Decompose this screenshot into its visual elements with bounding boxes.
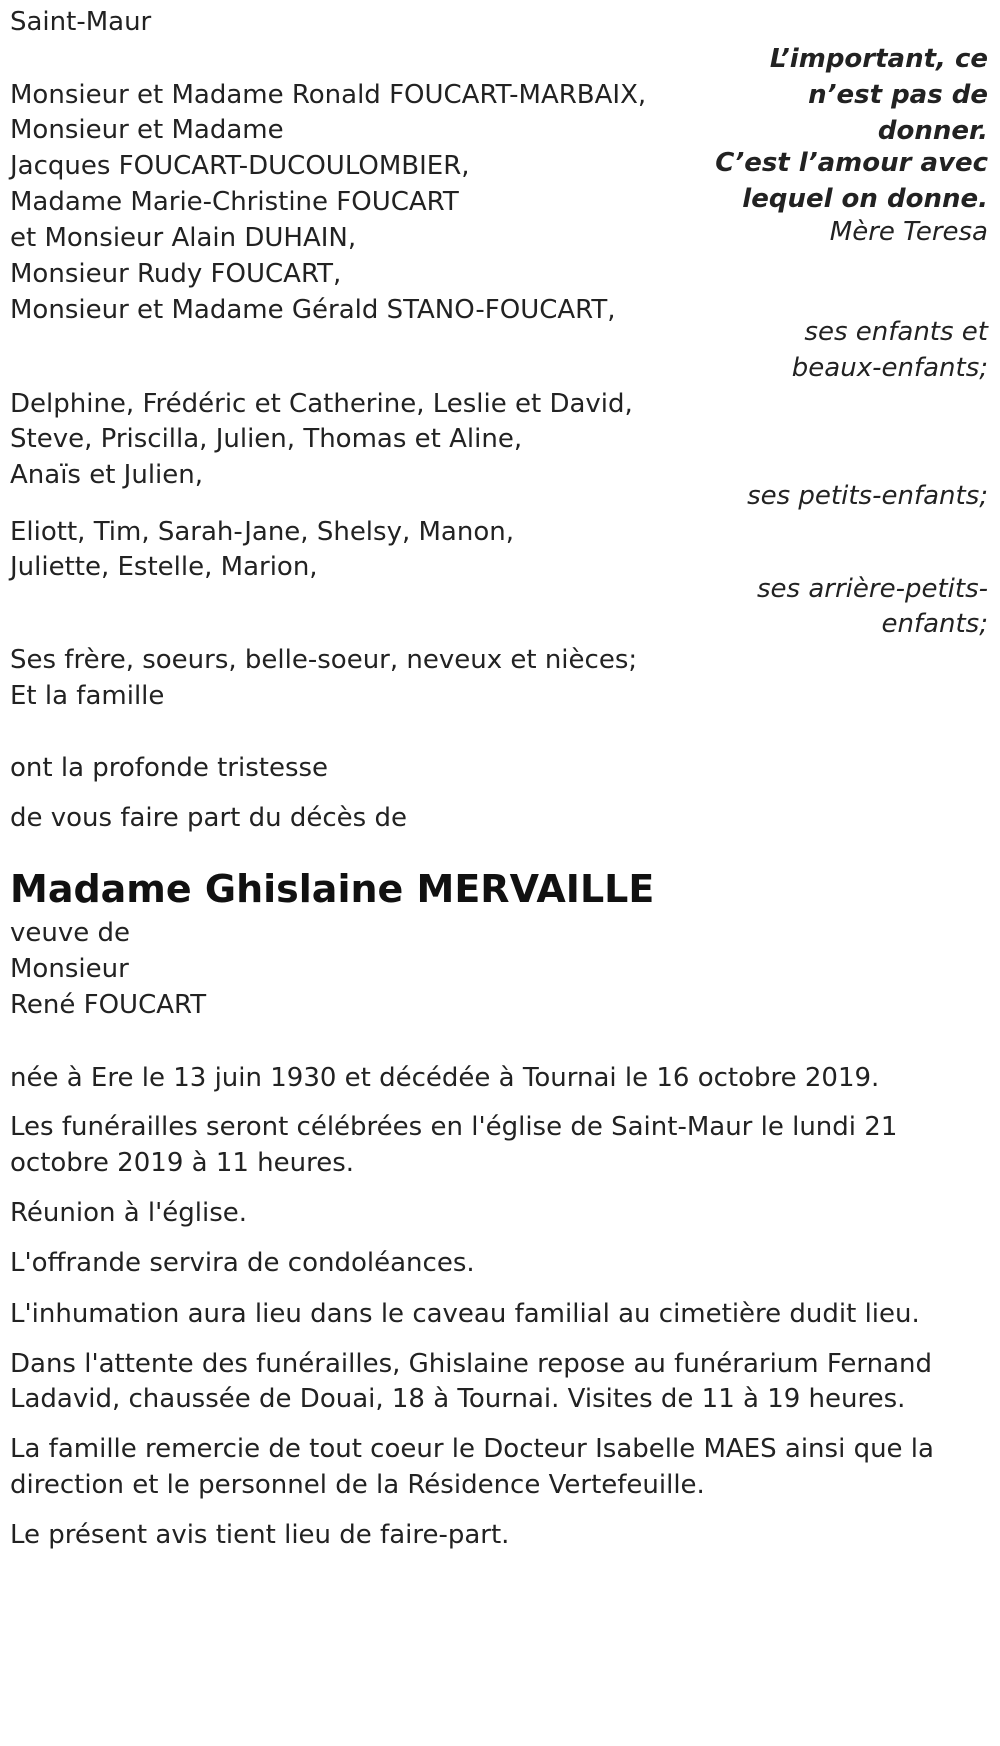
grandchildren-role: ses petits-enfants; (747, 481, 988, 511)
children-line-4: Madame Marie-Christine FOUCART (10, 187, 459, 217)
quote-line-4: C’est l’amour avec (715, 148, 988, 178)
great-grandchildren-role-line-1: ses arrière-petits- (757, 574, 988, 604)
children-line-7: Monsieur et Madame Gérald STANO-FOUCART, (10, 295, 616, 325)
great-grandchildren-role-line-2: enfants; (881, 609, 988, 639)
funeral-line-2: octobre 2019 à 11 heures. (10, 1148, 355, 1178)
announcement-line-1: ont la profonde tristesse (10, 753, 329, 783)
grandchildren-line-1: Delphine, Frédéric et Catherine, Leslie et David, (10, 389, 633, 419)
thanks-line-1: La famille remercie de tout coeur le Docteur Isabelle MAES ainsi que la (10, 1434, 934, 1464)
deceased-name: Madame Ghislaine MERVAILLE (10, 867, 655, 911)
great-grandchildren-line-1: Eliott, Tim, Sarah-Jane, Shelsy, Manon, (10, 517, 514, 547)
location: Saint-Maur (10, 7, 152, 37)
children-line-1: Monsieur et Madame Ronald FOUCART-MARBAIX, (10, 80, 647, 110)
quote-line-1: L’important, ce (769, 44, 988, 74)
quote-line-3: donner. (877, 116, 988, 146)
spouse-line-2: Monsieur (10, 954, 129, 984)
spouse-line-1: veuve de (10, 918, 131, 948)
obituary-notice (10, 0, 988, 1746)
quote-line-2: n’est pas de (808, 80, 988, 110)
quote-line-5: lequel on donne. (742, 184, 988, 214)
notice: Le présent avis tient lieu de faire-part. (10, 1520, 510, 1550)
funeral-line-1: Les funérailles seront célébrées en l'église de Saint-Maur le lundi 21 (10, 1112, 898, 1142)
birth-death: née à Ere le 13 juin 1930 et décédée à Tournai le 16 octobre 2019. (10, 1063, 880, 1093)
children-line-3: Jacques FOUCART-DUCOULOMBIER, (10, 151, 470, 181)
grandchildren-line-2: Steve, Priscilla, Julien, Thomas et Aline, (10, 424, 523, 454)
announcement-line-2: de vous faire part du décès de (10, 803, 407, 833)
family-line-2: Et la famille (10, 681, 165, 711)
family-line-1: Ses frère, soeurs, belle-soeur, neveux et nièces; (10, 645, 638, 675)
thanks-line-2: direction et le personnel de la Résidence Vertefeuille. (10, 1470, 705, 1500)
grandchildren-line-3: Anaïs et Julien, (10, 460, 204, 490)
children-role-line-2: beaux-enfants; (791, 353, 988, 383)
children-line-5: et Monsieur Alain DUHAIN, (10, 223, 357, 253)
rest-line-2: Ladavid, chaussée de Douai, 18 à Tournai. Visites de 11 à 19 heures. (10, 1384, 906, 1414)
burial: L'inhumation aura lieu dans le caveau familial au cimetière dudit lieu. (10, 1299, 920, 1329)
children-line-2: Monsieur et Madame (10, 115, 284, 145)
rest-line-1: Dans l'attente des funérailles, Ghislaine repose au funérarium Fernand (10, 1349, 933, 1379)
spouse-line-3: René FOUCART (10, 990, 207, 1020)
children-line-6: Monsieur Rudy FOUCART, (10, 259, 342, 289)
quote-author: Mère Teresa (829, 217, 988, 247)
children-role-line-1: ses enfants et (804, 317, 988, 347)
offering: L'offrande servira de condoléances. (10, 1248, 475, 1278)
meeting: Réunion à l'église. (10, 1198, 248, 1228)
great-grandchildren-line-2: Juliette, Estelle, Marion, (10, 552, 318, 582)
